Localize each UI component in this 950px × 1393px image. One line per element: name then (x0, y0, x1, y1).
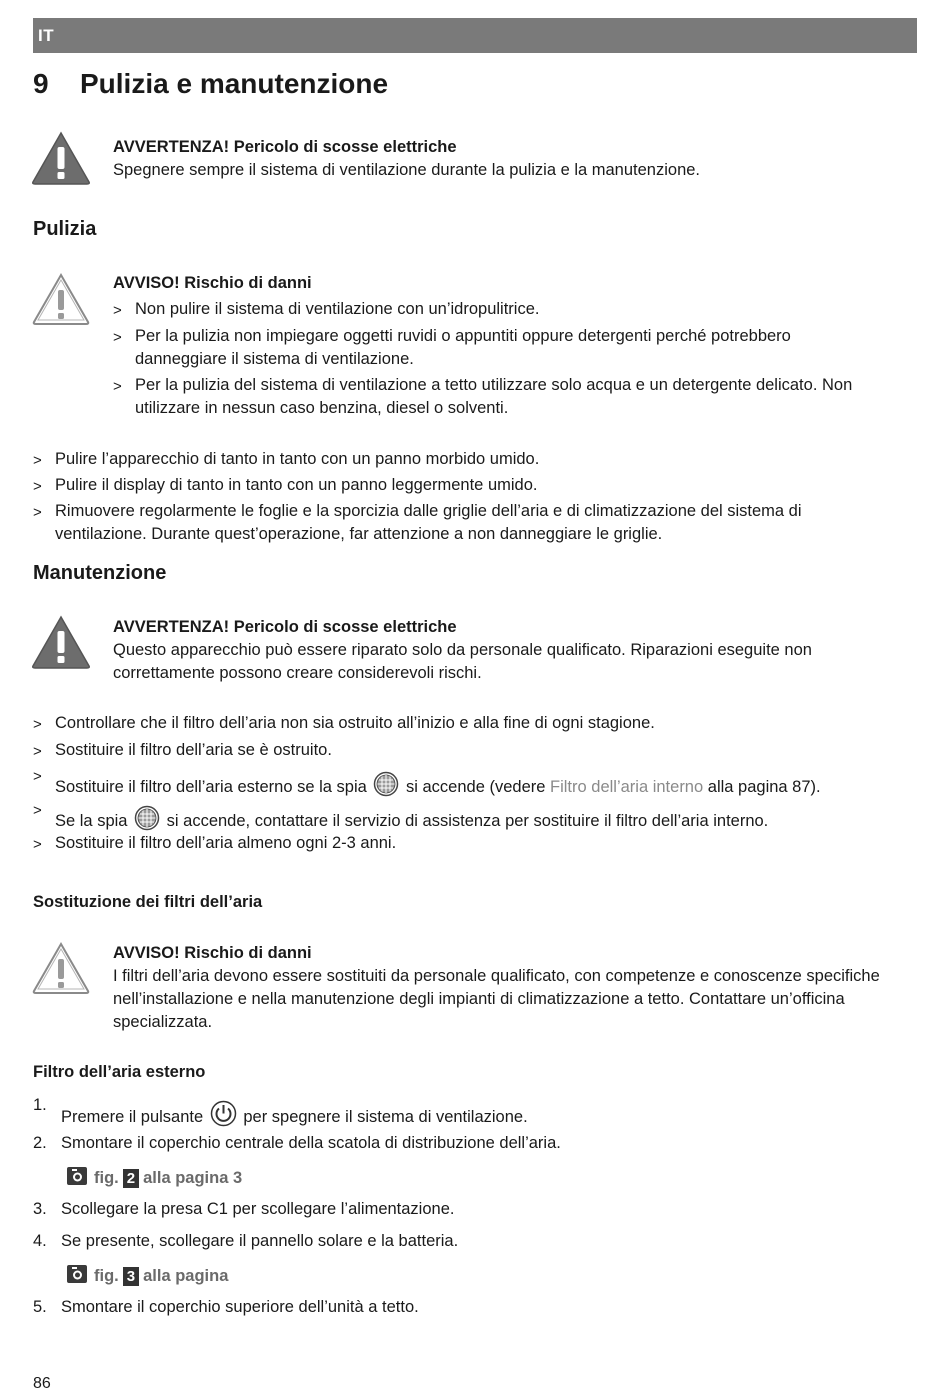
step-item: 1. Premere il pulsante per spegnere il sistema di ventilazione. (33, 1096, 528, 1126)
power-button-icon (210, 1100, 237, 1127)
bullet-arrow-icon: > (113, 378, 122, 395)
list-item: > Rimuovere regolarmente le foglie e la sporcizia dalle griglie dell’aria e di climatizzazione del sistema di ventilazione. Durante quest’operazione, far attenzione a non danneggiare le griglie. (33, 502, 802, 543)
warning-icon (31, 615, 91, 669)
page-number: 86 (33, 1375, 51, 1392)
camera-icon (66, 1264, 88, 1284)
notice-text: specializzata. (113, 1013, 213, 1031)
notice-text: Questo apparecchio può essere riparato solo da personale qualificato. Riparazioni eseguite non (113, 641, 812, 659)
language-code: IT (38, 26, 55, 45)
notice-text: I filtri dell’aria devono essere sostituiti da personale qualificato, con competenze e conoscenze specifiche (113, 967, 880, 985)
chapter-number: 9 (33, 68, 49, 99)
notice-icon (31, 272, 91, 326)
subsection-heading-filtro-esterno: Filtro dell’aria esterno (33, 1063, 206, 1081)
filter-indicator-icon (134, 805, 160, 831)
bullet-arrow-icon: > (33, 478, 42, 495)
bullet-arrow-icon: > (33, 743, 42, 760)
warning-icon (31, 131, 91, 185)
bullet-arrow-icon: > (113, 329, 122, 346)
figure-number: 2 (123, 1169, 139, 1188)
bullet-arrow-icon: > (33, 836, 42, 853)
language-bar (33, 18, 917, 53)
figure-reference[interactable]: fig. 3 alla pagina (66, 1264, 228, 1286)
section-heading-manutenzione: Manutenzione (33, 562, 167, 584)
bullet-arrow-icon: > (33, 504, 42, 521)
list-item: > Per la pulizia non impiegare oggetti ruvidi o appuntiti oppure detergenti perché potrebbero danneggiare il sistema di ventilazione. (113, 327, 791, 368)
bullet-arrow-icon: > (33, 802, 42, 819)
notice-title: AVVISO! Rischio di danni (113, 944, 312, 962)
bullet-arrow-icon: > (113, 302, 122, 319)
notice-text: Spegnere sempre il sistema di ventilazione durante la pulizia e la manutenzione. (113, 161, 701, 179)
filter-indicator-icon (373, 771, 399, 797)
section-heading-pulizia: Pulizia (33, 218, 97, 240)
figure-number: 3 (123, 1267, 139, 1286)
notice-icon (31, 941, 91, 995)
subsection-heading-sostituzione: Sostituzione dei filtri dell’aria (33, 893, 263, 911)
notice-text: correttamente possono creare considerevoli rischi. (113, 664, 482, 682)
internal-filter-link[interactable]: Filtro dell’aria interno (550, 778, 704, 796)
list-item: > Per la pulizia del sistema di ventilazione a tetto utilizzare solo acqua e un detergente delicato. Non utilizzare in nessun caso benzina, diesel o solventi. (113, 376, 853, 417)
camera-icon (66, 1166, 88, 1186)
chapter-title-text: Pulizia e manutenzione (80, 68, 389, 99)
bullet-arrow-icon: > (33, 452, 42, 469)
notice-title: AVVISO! Rischio di danni (113, 274, 312, 292)
notice-text: nell’installazione e nella manutenzione degli impianti di climatizzazione a tetto. Contattare un’officina (113, 990, 845, 1008)
notice-title: AVVERTENZA! Pericolo di scosse elettriche (113, 618, 457, 636)
bullet-arrow-icon: > (33, 768, 42, 785)
figure-reference[interactable]: fig. 2 alla pagina 3 (66, 1166, 242, 1188)
bullet-arrow-icon: > (33, 716, 42, 733)
notice-title: AVVERTENZA! Pericolo di scosse elettriche (113, 138, 457, 156)
chapter-title (33, 68, 388, 100)
